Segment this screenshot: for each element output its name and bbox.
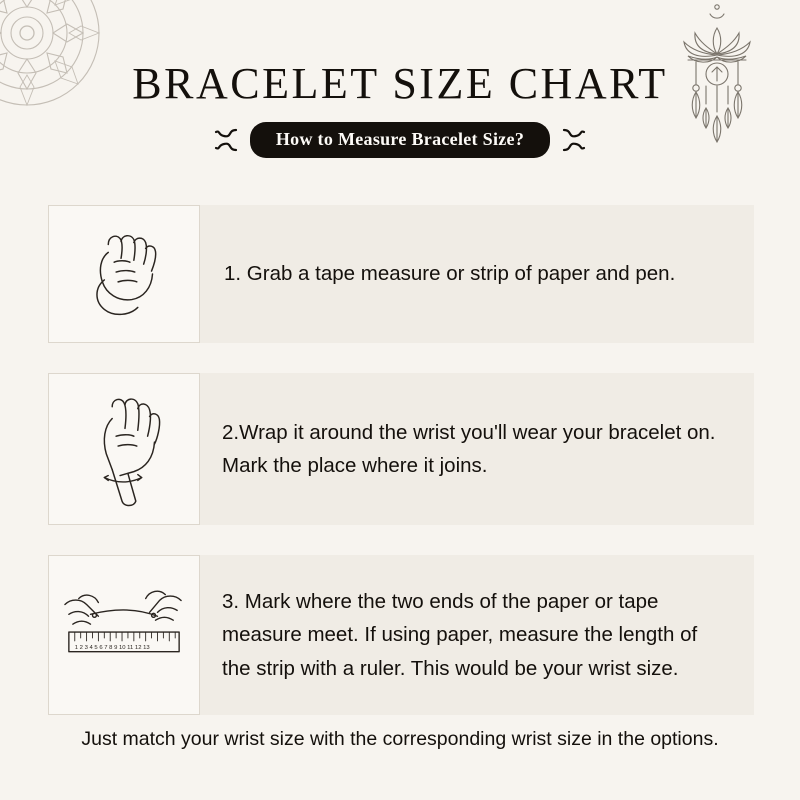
flourish-left-icon xyxy=(210,126,240,154)
list-item xyxy=(48,555,754,715)
svg-text:1 2 3 4 5 6 7 8 9 10 11 12 13: 1 2 3 4 5 6 7 8 9 10 11 12 13 xyxy=(74,644,150,651)
subtitle-row xyxy=(0,122,800,158)
list-item xyxy=(48,373,754,525)
page-title: BRACELET SIZE CHART xyxy=(132,59,668,108)
subtitle-pill: How to Measure Bracelet Size? xyxy=(250,122,550,158)
step-text: 1. Grab a tape measure or strip of paper and pen. xyxy=(224,262,676,286)
hands-measuring-ruler-icon xyxy=(48,555,200,715)
list-item xyxy=(48,205,754,343)
hand-fist-with-tape-icon xyxy=(48,205,200,343)
flourish-right-icon xyxy=(560,126,590,154)
steps-list xyxy=(48,205,754,745)
step-text: 3. Mark where the two ends of the paper or tape measure meet. If using paper, measure the length of the strip with a ruler. This would be your wrist size. xyxy=(222,590,698,680)
hand-wrist-wrapped-tape-icon xyxy=(48,373,200,525)
footer-note: Just match your wrist size with the corresponding wrist size in the options. xyxy=(81,728,719,750)
step-text: 2.Wrap it around the wrist you'll wear your bracelet on. Mark the place where it joins. xyxy=(222,420,716,477)
